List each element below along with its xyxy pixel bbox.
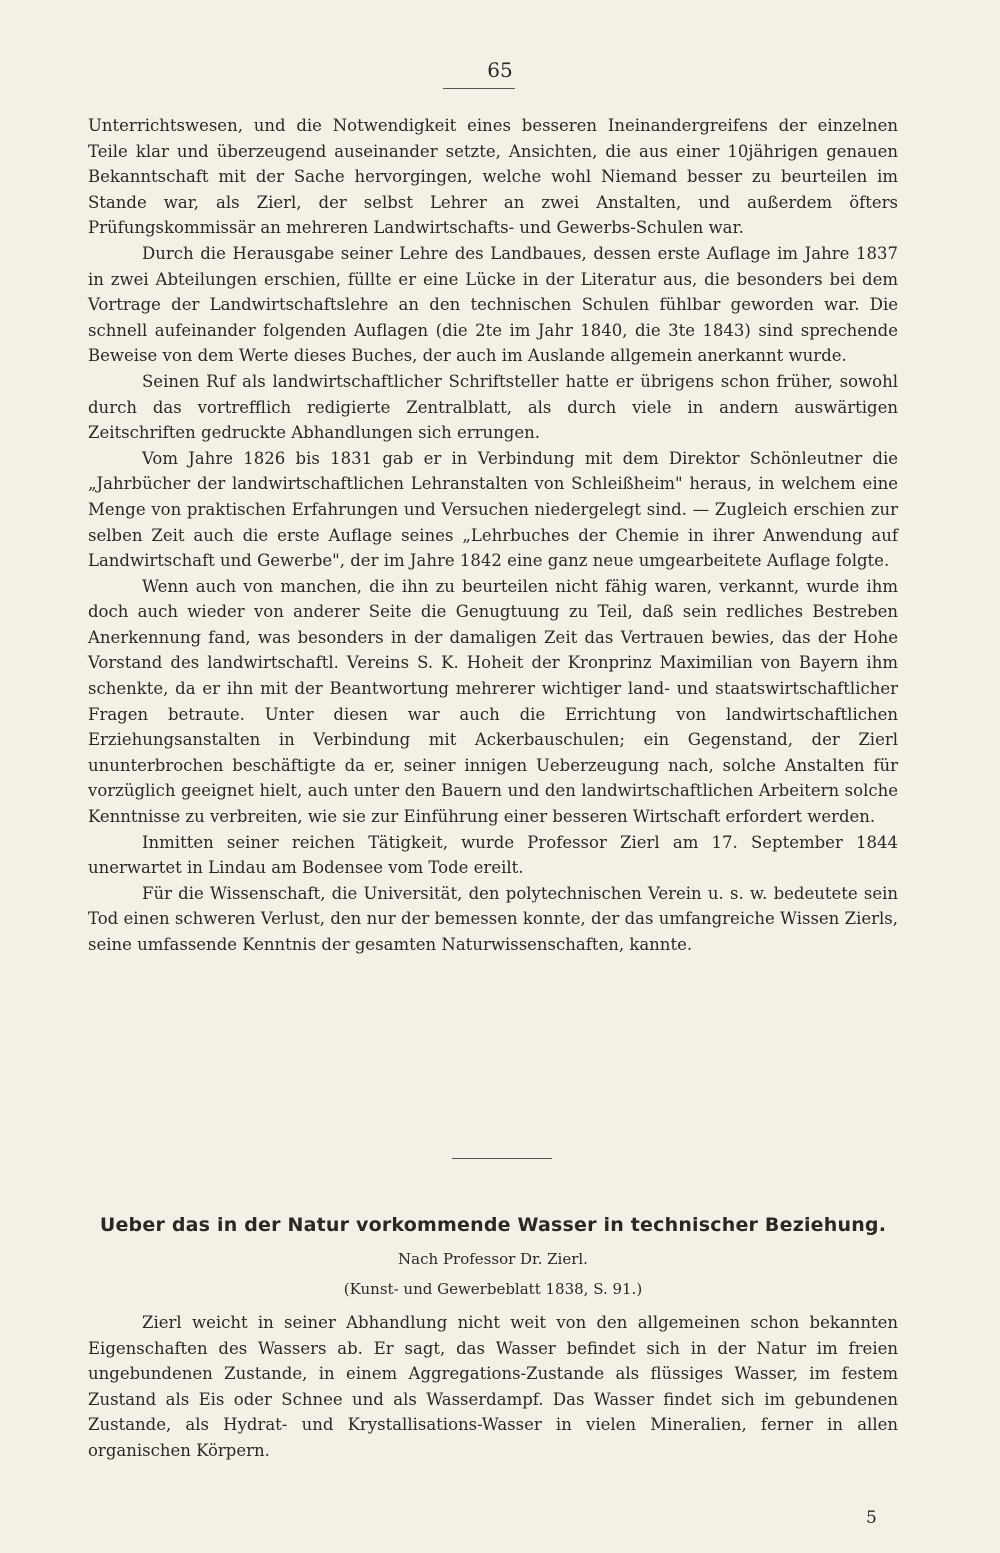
paragraph: Durch die Herausgabe seiner Lehre des Landbaues, dessen erste Auflage im Jahre 1837 in zwei Abteilungen erschien, füllte er eine Lücke in der Literatur aus, die besonders bei dem Vortrage der Landwirtschaftslehre an den technischen Schulen fühlbar geworden war. Die schnell aufeinander folgenden Auflagen (die 2te im Jahr 1840, die 3te 1843) sind sprechende Beweise von dem Werte dieses Buches, der auch im Auslande allgemein anerkannt wurde. — [88, 243, 898, 366]
body-text — [88, 113, 898, 958]
paragraph: Seinen Ruf als landwirtschaftlicher Schriftsteller hatte er übrigens schon früher, sowohl durch das vortrefflich redigierte Zentralblatt, als durch viele in andern auswärtigen Zeitschriften gedruckte Abhandlungen sich errungen. — [88, 371, 898, 443]
section-divider — [452, 1158, 552, 1159]
paragraph: Vom Jahre 1826 bis 1831 gab er in Verbindung mit dem Direktor Schönleutner die „Jahrbücher der landwirtschaftlichen Lehranstalten von Schleißheim" heraus, in welchem eine Menge von praktischen Erfahrungen und Versuchen niedergelegt sind. — Zugleich erschien zur selben Zeit auch die erste Auflage seines „Lehrbuches der Chemie in ihrer Anwendung auf Landwirtschaft und Gewerbe", der im Jahre 1842 eine ganz neue umgearbeitete Auflage folgte. — [88, 448, 898, 571]
header-rule — [443, 88, 515, 89]
section-body — [88, 1310, 898, 1464]
section-heading: Ueber das in der Natur vorkommende Wasser in technischer Beziehung. — [99, 1214, 887, 1236]
paragraph: Wenn auch von manchen, die ihn zu beurteilen nicht fähig waren, verkannt, wurde ihm doch auch wieder von anderer Seite die Genugtuung zu Teil, daß sein redliches Bestreben Anerkennung fand, was besonders in der damaligen Zeit das Vertrauen bewies, das der Hohe Vorstand des landwirtschaftl. Vereins S. K. Hoheit der Kronprinz Maximilian von Bayern ihm schenkte, da er ihn mit der Beantwortung mehrerer wichtiger land- und staatswirtschaftlicher Fragen betraute. Unter diesen war auch die Errichtung von landwirtschaftlichen Erziehungsanstalten in Verbindung mit Ackerbauschulen; ein Gegenstand, der Zierl ununterbrochen beschäftigte da er, seiner innigen Ueberzeugung nach, solche Anstalten für vorzüglich geeignet hielt, auch unter den Bauern und den landwirtschaftlichen Arbeitern solche Kenntnisse zu verbreiten, wie sie zur Einführung einer besseren Wirtschaft erfordert werden. — [88, 576, 898, 827]
page-number: 65 — [487, 58, 513, 82]
section-heading-block — [88, 1210, 898, 1304]
paragraph: Für die Wissenschaft, die Universität, den polytechnischen Verein u. s. w. bedeutete sein Tod einen schweren Verlust, den nur der bemessen konnte, der das umfangreiche Wissen Zierls, seine umfassende Kenntnis der gesamten Naturwissenschaften, kannte. — [88, 883, 898, 954]
paragraph: Unterrichtswesen, und die Notwendigkeit eines besseren Ineinandergreifens der einzelnen Teile klar und überzeugend auseinander setzte, Ansichten, die aus einer 10jährigen genauen Bekanntschaft mit der Sache hervorgingen, welche wohl Niemand besser zu beurteilen im Stande war, als Zierl, der selbst Lehrer an zwei Anstalten, und außerdem öfters Prüfungskommissär an mehreren Landwirtschafts- und Gewerbs-Schulen war. — [88, 116, 898, 238]
signature-mark: 5 — [866, 1508, 877, 1528]
paragraph: Inmitten seiner reichen Tätigkeit, wurde Professor Zierl am 17. September 1844 unerwartet in Lindau am Bodensee vom Tode ereilt. — [88, 832, 898, 878]
section-source: (Kunst- und Gewerbeblatt 1838, S. 91.) — [343, 1280, 643, 1298]
section-paragraph: Zierl weicht in seiner Abhandlung nicht weit von den allgemeinen schon bekannten Eigenschaften des Wassers ab. Er sagt, das Wasser befindet sich in der Natur im freien ungebundenen Zustande, in einem Aggregations-Zustande als flüssiges Wasser, im festem Zustand als Eis oder Schnee und als Wasserdampf. Das Wasser findet sich im gebundenen Zustande, als Hydrat- und Krystallisations-Wasser in vielen Mineralien, ferner in allen organischen Körpern. — [88, 1313, 898, 1460]
section-byline: Nach Professor Dr. Zierl. — [398, 1250, 588, 1268]
